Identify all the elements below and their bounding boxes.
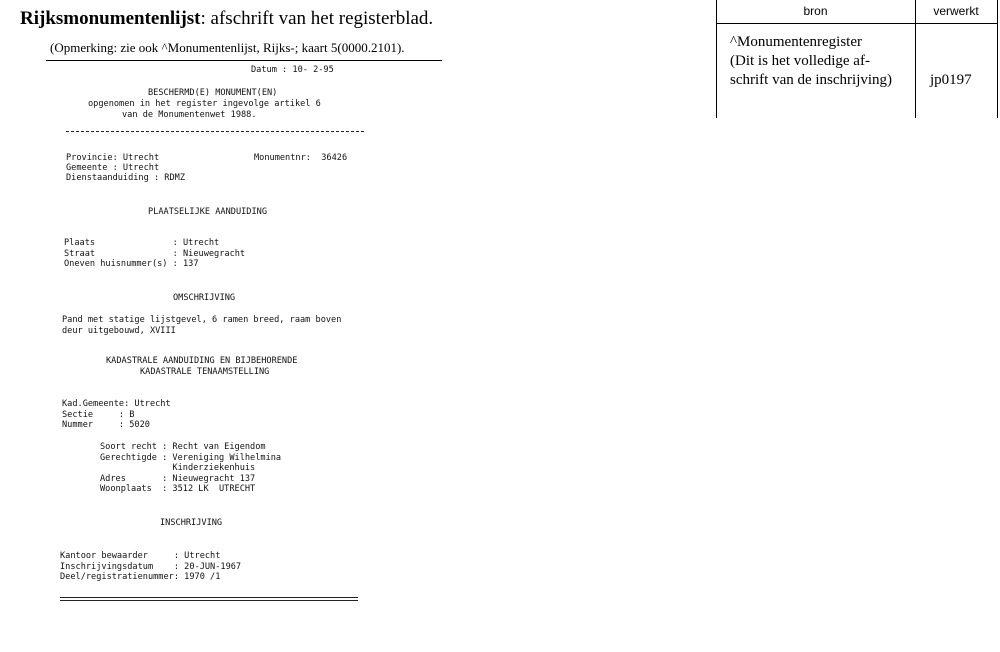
page-header: [20, 8, 433, 30]
bron-cell: ^Monumentenregister (Dit is het volledige af- schrift van de inschrijving): [730, 34, 893, 88]
page-note: (Opmerking: zie ook ^Monumentenlijst, Rijks-; kaart 5(0000.2101).: [50, 40, 405, 55]
double-divider: [60, 597, 358, 601]
register-provincie: Provincie: Utrecht: [66, 153, 160, 163]
table-header-rule: [716, 23, 998, 24]
recht-block: Soort recht : Recht van Eigendom Gerechtigde : Vereniging Wilhelmina Kinderziekenhuis Adres : Nieuwegracht 137 Woonplaats : 3512 LK UTRECHT: [100, 442, 282, 494]
section-omschrijving: OMSCHRIJVING: [173, 293, 236, 303]
section-kadastrale-1: KADASTRALE AANDUIDING EN BIJBEHORENDE: [106, 356, 298, 366]
table-border-right: [997, 0, 998, 118]
section-inschrijving: INSCHRIJVING: [160, 518, 223, 528]
page-title-rest: : afschrift van het registerblad.: [200, 8, 434, 29]
source-table: [716, 0, 998, 118]
section-plaatselijke-aanduiding: PLAATSELIJKE AANDUIDING: [148, 207, 267, 217]
register-gemeente: Gemeente : Utrecht: [66, 163, 160, 173]
register-datum: Datum : 10- 2-95: [251, 65, 334, 75]
register-monumentnr: Monumentnr: 36426: [254, 153, 348, 163]
inschrijving-block: Kantoor bewaarder : Utrecht Inschrijvingsdatum : 20-JUN-1967 Deel/registratienummer: 1970 /1: [60, 551, 242, 582]
verwerkt-cell: jp0197: [930, 72, 972, 88]
register-heading-2: opgenomen in het register ingevolge artikel 6: [88, 99, 321, 109]
header-divider: [46, 60, 442, 61]
omschrijving-text: Pand met statige lijstgevel, 6 ramen breed, raam boven deur uitgebouwd, XVIII: [62, 315, 342, 336]
section-kadastrale-2: KADASTRALE TENAAMSTELLING: [140, 367, 270, 377]
register-heading-1: BESCHERMD(E) MONUMENT(EN): [148, 88, 278, 98]
plaats-block: Plaats : Utrecht Straat : Nieuwegracht Oneven huisnummer(s) : 137: [64, 238, 246, 269]
column-header-verwerkt: verwerkt: [933, 4, 979, 18]
register-heading-3: van de Monumentenwet 1988.: [122, 110, 257, 120]
page-title-bold: Rijksmonumentenlijst: [20, 8, 201, 29]
column-header-bron: bron: [803, 4, 828, 18]
register-dienstaanduiding: Dienstaanduiding : RDMZ: [66, 173, 185, 183]
page-title: [20, 8, 433, 30]
dashed-divider: [66, 131, 364, 132]
kadaster-block: Kad.Gemeente: Utrecht Sectie : B Nummer : 5020: [62, 399, 171, 430]
